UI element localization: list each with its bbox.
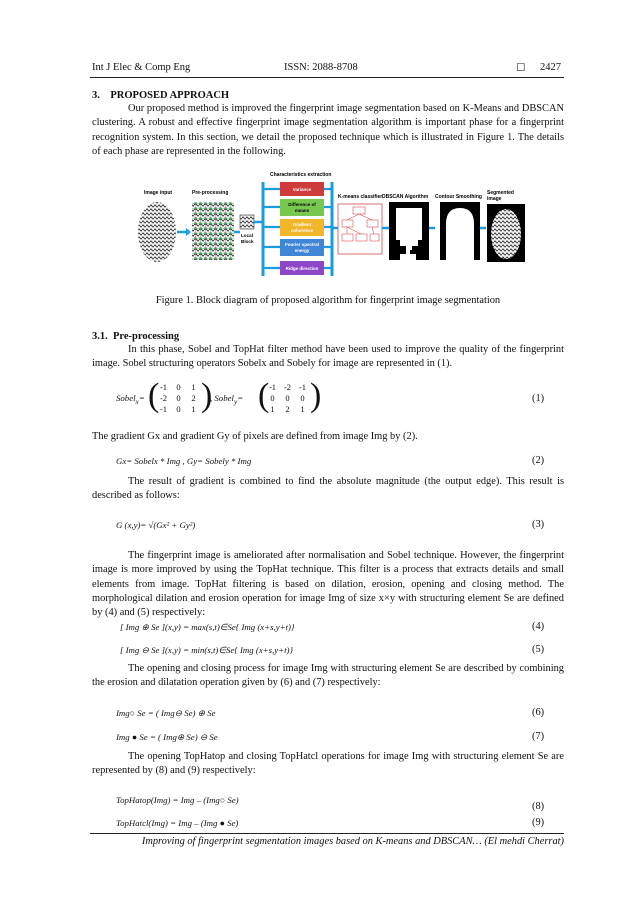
equation-4: [ Img ⊕ Se ](x,y) = max(s,t)∈Se{ Img (x+s,y+t)}	[120, 622, 295, 632]
sy-00: -1	[268, 382, 277, 392]
fingerprint-input-image	[138, 202, 176, 262]
sy-20: 1	[270, 404, 275, 414]
header-rule	[90, 77, 564, 78]
local-block-image	[240, 215, 254, 229]
journal-name: Int J Elec & Comp Eng	[92, 62, 191, 73]
label-fourier-2: energy	[294, 248, 310, 253]
label-segmented-2: image	[487, 196, 502, 202]
sy-11: 0	[285, 393, 290, 403]
running-footer: Improving of fingerprint segmentation images based on K-means and DBSCAN… (El mehdi Cherrat)	[141, 836, 564, 847]
eq-number-8: (8)	[532, 801, 545, 812]
label-local-1: Local	[241, 233, 253, 238]
sx-02: 1	[191, 382, 196, 392]
eq-number-7: (7)	[532, 731, 545, 742]
sx-00: -1	[159, 382, 168, 392]
arrow-1-head	[186, 228, 191, 236]
label-characteristics-extraction: Characteristics extraction	[270, 172, 332, 178]
sx-11: 0	[176, 393, 181, 403]
equation-5: [ Img ⊖ Se ](x,y) = min(s,t)∈Se{ Img (x+s,y+t)}	[120, 645, 294, 655]
label-gradient-2: coherence	[290, 228, 314, 233]
eq-number-1: (1)	[532, 393, 545, 404]
label-contour: Contour Smoothing	[435, 194, 482, 200]
label-dbscan: DBSCAN Algorithm	[382, 194, 429, 200]
contour-smoothed-shape	[446, 208, 474, 260]
eq-number-5: (5)	[532, 644, 545, 655]
eq1-eq-2: =	[237, 393, 244, 403]
section-3-title: 3. PROPOSED APPROACH	[92, 90, 230, 101]
sy-10: 0	[270, 393, 275, 403]
kmeans-node-root	[353, 207, 365, 214]
equation-8: TopHatop(Img) = Img – (Img○ Se)	[116, 795, 239, 805]
segmented-fingerprint	[491, 209, 521, 259]
section-3-1-title: 3.1. Pre-processing	[92, 331, 180, 342]
equation-9: TopHatcl(Img) = Img – (Img ● Se)	[116, 818, 239, 828]
page-number: 2427	[540, 62, 561, 73]
sobel-y-matrix	[265, 382, 310, 415]
kmeans-node-ll	[342, 234, 353, 241]
label-kmeans: K-means classifier	[338, 194, 383, 200]
label-ridge: Ridge direction	[285, 266, 319, 271]
eq1-paren-open-y: (	[258, 377, 270, 414]
label-segmented-1: Segmented	[487, 190, 514, 196]
label-gradient-1: Gradient	[292, 222, 312, 227]
label-diff-means-2: means	[294, 208, 310, 213]
eq1-sub-x: x	[135, 396, 139, 406]
section-3-1-paragraph-4: The opening and closing process for image Img with structuring element Se are described by combining the erosion and dilatation operation given by (6) and (7) respectively:	[92, 663, 564, 689]
preprocessed-grid-image	[192, 202, 234, 260]
sy-01: -2	[283, 382, 292, 392]
eq-number-6: (6)	[532, 707, 545, 718]
sy-22: 1	[300, 404, 305, 414]
footer-rule	[90, 833, 564, 834]
eq1-eq-1: =	[138, 393, 145, 403]
kmeans-node-rr	[370, 234, 379, 241]
equation-6: Img○ Se = ( Img⊖ Se) ⊕ Se	[116, 708, 216, 718]
eq1-paren-close-y: )	[310, 377, 322, 414]
label-image-input: Image input	[144, 190, 173, 196]
sx-21: 0	[176, 404, 181, 414]
section-3-paragraph: Our proposed method is improved the fingerprint image segmentation based on K-Means and DBSCAN clustering. A robust and effective fingerprint image segmentation algorithm is important phase for a fingerprint recognition system. In this section, we detail the proposed technique which is illustrated in Figure 1. The details of each phase are represented in the following.	[92, 103, 564, 157]
kmeans-node-l	[342, 220, 353, 227]
sx-10: -2	[159, 393, 168, 403]
section-3-1-paragraph-2: The result of gradient is combined to find the absolute magnitude (the output edge). This result is described as follows:	[92, 476, 564, 502]
label-local-2: Block	[241, 239, 254, 244]
sx-01: 0	[176, 382, 181, 392]
eq1-sub-y: y	[233, 396, 238, 406]
eq1-sobel-x-label: Sobel	[116, 393, 136, 403]
section-3-1-paragraph-3: The fingerprint image is ameliorated after normalisation and Sobel technique. However, the fingerprint image is more improved by using the TopHat technique. This filter is a process that extracts details and small elements from image. TopHat filtering is based on dilation, erosion, opening and closing method. The morphological dilation and erosion operation for image Img of size x×y with structuring element Se are defined by (4) and (5) respectively:	[92, 550, 564, 619]
label-variance: Variance	[292, 187, 312, 192]
label-diff-means-1: Difference of	[288, 202, 316, 207]
checkbox-icon: ☐	[516, 63, 526, 74]
block-diagram-figure	[130, 168, 530, 286]
kmeans-node-lr	[356, 234, 367, 241]
sx-12: 2	[191, 393, 196, 403]
figure-caption: Figure 1. Block diagram of proposed algorithm for fingerprint image segmentation	[155, 295, 501, 306]
eq-number-9: (9)	[532, 817, 545, 828]
eq-number-3: (3)	[532, 519, 545, 530]
section-3-1-paragraph-1: In this phase, Sobel and TopHat filter method have been used to improve the quality of the fingerprint image. Sobel structuring operators Sobelx and Sobely for image are represented in (1).	[92, 344, 564, 370]
sx-22: 1	[191, 404, 196, 414]
label-pre-processing: Pre-processing	[192, 190, 229, 196]
sy-21: 2	[285, 404, 290, 414]
eq-number-4: (4)	[532, 621, 545, 632]
equation-1	[116, 393, 145, 406]
sy-12: 0	[300, 393, 305, 403]
eq1-sobel-y-label: , Sobel	[210, 393, 234, 403]
label-fourier-1: Fourier spectral	[284, 242, 320, 247]
gradient-definition-line: The gradient Gx and gradient Gy of pixels are defined from image Img by (2).	[92, 431, 418, 442]
equation-2: Gx= Sobelx * Img , Gy= Sobely * Img	[116, 456, 252, 466]
issn: ISSN: 2088-8708	[284, 62, 358, 73]
sy-02: -1	[298, 382, 307, 392]
sx-20: -1	[159, 404, 168, 414]
equation-1-part-2	[210, 393, 243, 406]
eq-number-2: (2)	[532, 455, 545, 466]
equation-3: G (x,y)= √(Gx² + Gy²)	[116, 520, 196, 530]
sobel-x-matrix	[156, 382, 201, 415]
equation-7: Img ● Se = ( Img⊕ Se) ⊖ Se	[116, 732, 218, 742]
kmeans-node-r	[367, 220, 378, 227]
eq1-paren-open-x: (	[148, 377, 160, 414]
extraction-branch-arrows	[263, 189, 280, 268]
eq1-paren-close-x: )	[201, 377, 213, 414]
section-3-1-paragraph-5: The opening TopHatop and closing TopHatcl operations for image Img with structuring element Se are represented by (8) and (9) respectively:	[92, 751, 564, 777]
